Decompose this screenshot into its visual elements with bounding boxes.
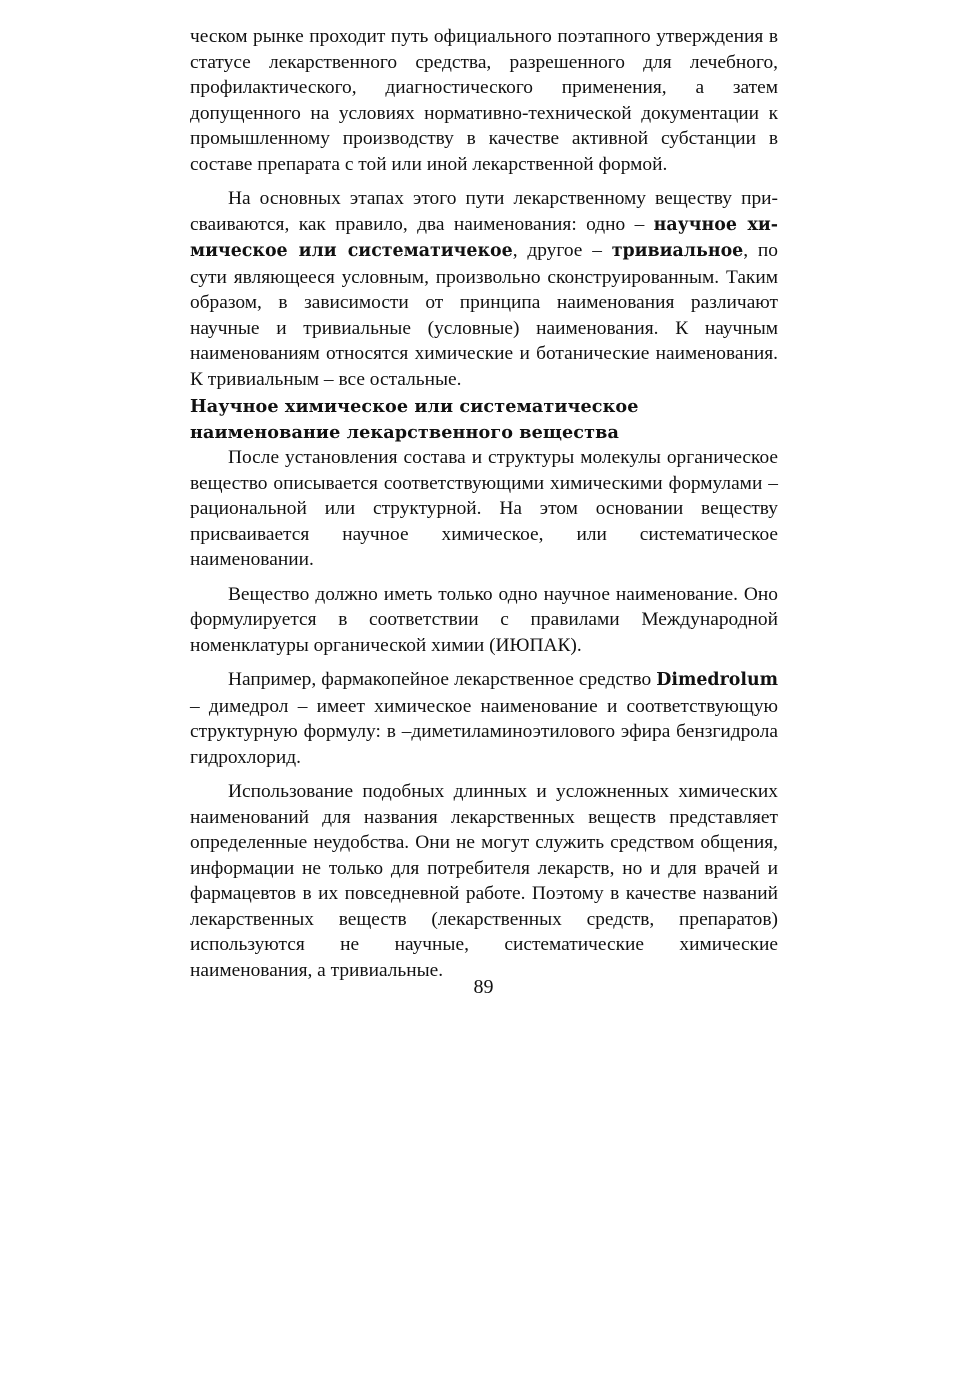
term-dimedrolum: Dimedrolum xyxy=(656,670,778,690)
paragraph-text: ческом рынке проходит путь официального поэтапного утверждения в статусе лекарственного средства, разрешенного для лечебного, профилактического, диагностического применения, а затем допущенного на условиях нормативно-технической документации к промышленному производству в качестве активной субстанции в составе препарата с той или иной лекарственной формой. xyxy=(190,26,778,175)
paragraph-usage xyxy=(190,779,778,983)
paragraph-text: На основных этапах этого пути лекарственному веществу присваиваются, как правило, два наименования: одно – xyxy=(190,188,778,235)
paragraph-continuation xyxy=(190,24,778,177)
term-trivial-name: тривиальное xyxy=(611,241,744,261)
paragraph-text: Вещество должно иметь только одно научное наименование. Оно формулируется в соответствии с правилами Международной номенклатуры органической химии (ИЮПАК). xyxy=(190,583,778,656)
paragraph-text: Использование подобных длинных и усложненных химических наименований для названия лекарственных веществ представляет определенные неудобства. Они не могут служить средством общения, информации не только для потребителя лекарств, но и для врачей и фармацевтов в их повседневной работе. Поэтому в качестве названий лекарственных веществ (лекарственных средств, препаратов) используются не научные, систематические химические наименования, а тривиальные. xyxy=(190,781,778,981)
paragraph-text: – димедрол – имеет химическое наименование и соответствующую структурную формулу: в –диметиламиноэтилового эфира бензгидрола гидрохлорид. xyxy=(190,695,778,768)
paragraph-example xyxy=(190,667,778,770)
paragraph-text: Например, фармакопейное лекарственное средство xyxy=(228,669,657,690)
section-heading: Научное химическое или систематическое наименование лекарственного вещества xyxy=(190,396,639,443)
paragraph-structure xyxy=(190,445,778,573)
paragraph-text: , другое – xyxy=(512,240,612,261)
paragraph-text: , по сути являющееся условным, произвольно сконструированным. Таким образом, в зависимости от принципа наименования различают научные и тривиальные (условные) наименования. К научным наименованиям относятся химические и ботанические наименования. К тривиальным – все остальные. xyxy=(190,240,778,390)
paragraph-text: После установления состава и структуры молекулы органическое вещество описывается соответствующими химическими формулами – рациональной или структурной. На этом основании веществу присваивается научное химическое, или систематическое наименовании. xyxy=(190,447,778,570)
paragraph-naming-stages xyxy=(190,186,778,392)
page-body xyxy=(190,24,778,983)
page-number: 89 xyxy=(473,976,494,998)
paragraph-single-name xyxy=(190,582,778,659)
term-scientific-name: научное химическое или систематичекое xyxy=(190,214,778,261)
